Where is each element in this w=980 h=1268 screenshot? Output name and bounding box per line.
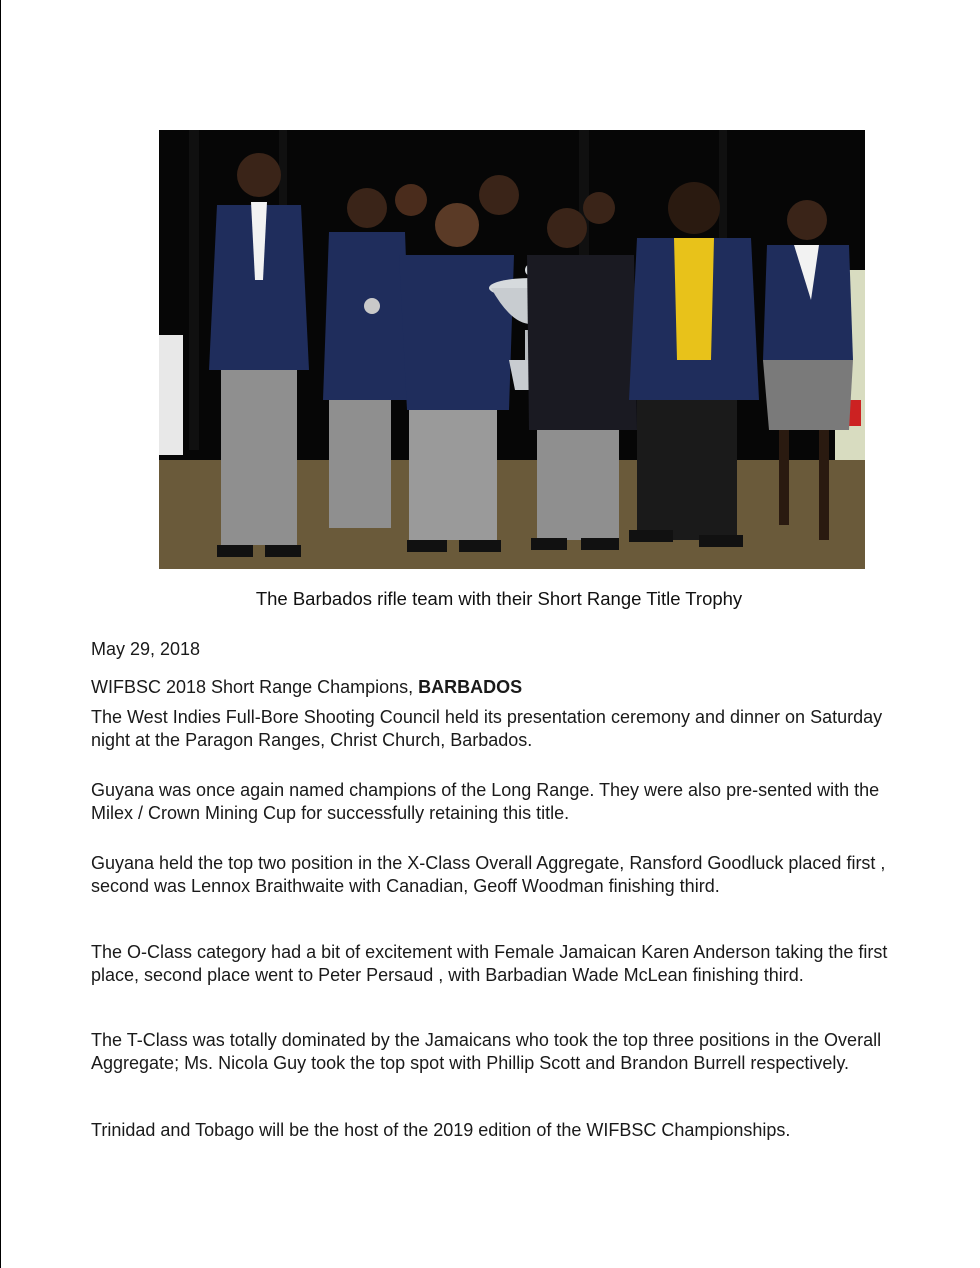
page-left-border (0, 0, 1, 1268)
headline-country: BARBADOS (418, 677, 523, 697)
photo-caption: The Barbados rifle team with their Short Range Title Trophy (255, 588, 743, 609)
article-paragraph: Guyana held the top two position in the X-Class Overall Aggregate, Ransford Goodluck placed first , second was Lennox Braithwaite with Canadian, Geoff Woodman finishing third. (91, 853, 886, 896)
article-paragraph: Guyana was once again named champions of the Long Range. They were also pre-sented with the Milex / Crown Mining Cup for successfully retaining this title. (91, 780, 880, 823)
article-paragraph: The O-Class category had a bit of excitement with Female Jamaican Karen Anderson taking the first place, second place went to Peter Persaud , with Barbadian Wade McLean finishing third. (91, 942, 888, 985)
article-paragraph: The T-Class was totally dominated by the Jamaicans who took the top three positions in the Overall Aggregate; Ms. Nicola Guy took the top spot with Phillip Scott and Brandon Burrell respectively. (91, 1030, 882, 1073)
article-paragraph: The West Indies Full-Bore Shooting Council held its presentation ceremony and dinner on Saturday night at the Paragon Ranges, Christ Church, Barbados. (91, 707, 883, 750)
article-paragraph: Trinidad and Tobago will be the host of the 2019 edition of the WIFBSC Championships. (91, 1120, 791, 1140)
article-headline (91, 676, 921, 699)
team-trophy-photo (159, 130, 865, 569)
person-figure (399, 203, 514, 552)
article-date: May 29, 2018 (91, 639, 201, 659)
headline-text: WIFBSC 2018 Short Range Champions, (91, 677, 419, 697)
person-figure (209, 153, 309, 557)
